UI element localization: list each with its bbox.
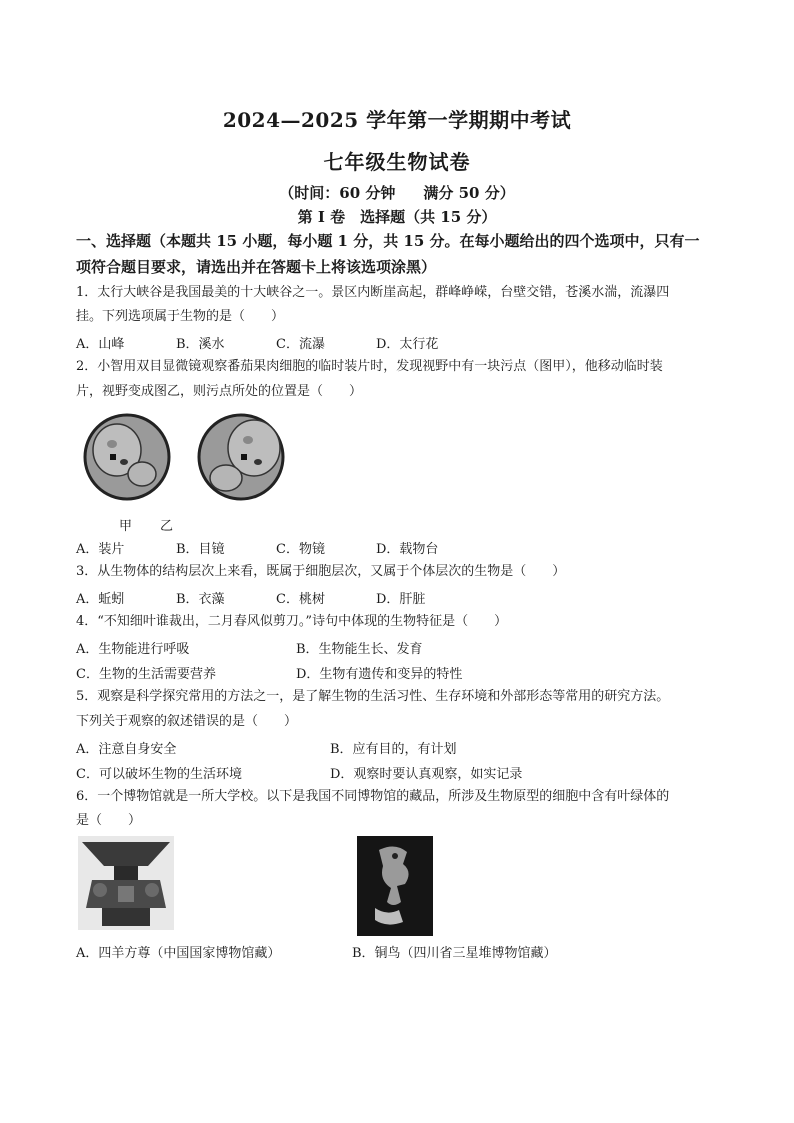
q3-stem: 3．从生物体的结构层次上来看，既属于细胞层次，又属于个体层次的生物是（ ） <box>76 564 566 579</box>
instructions-line-1: 一、选择题（本题共 15 小题，每小题 1 分，共 15 分。在每小题给出的四个选项中，只有一 <box>76 232 700 250</box>
q6-option-b: B．铜鸟（四川省三星堆博物馆藏） <box>352 946 557 961</box>
q4-option-d: D．生物有遗传和变异的特性 <box>296 667 463 682</box>
microscope-field-yi-figure <box>196 412 286 502</box>
exam-time: （时间：60 分钟 <box>279 184 396 202</box>
q4-option-c: C．生物的生活需要营养 <box>76 667 216 682</box>
four-ram-zun-image <box>78 836 174 930</box>
q5-option-d: D．观察时要认真观察，如实记录 <box>330 767 523 782</box>
q1-stem-line-1: 1．太行大峡谷是我国最美的十大峡谷之一。景区内断崖高起，群峰峥嵘，台壁交错，苍溪水湍，流瀑四 <box>76 285 670 300</box>
q1-stem-line-2: 挂。下列选项属于生物的是（ ） <box>76 309 285 324</box>
microscope-field-jia-figure <box>82 412 172 502</box>
q3-option-d: D．肝脏 <box>376 592 426 607</box>
q5-option-c: C．可以破坏生物的生活环境 <box>76 767 242 782</box>
q1-option-d: D．太行花 <box>376 337 439 352</box>
q5-stem-line-1: 5．观察是科学探究常用的方法之一，是了解生物的生活习性、生存环境和外部形态等常用的研究方法。 <box>76 689 670 704</box>
section-heading: 第 I 卷 选择题（共 15 分） <box>297 208 497 226</box>
q4-option-a: A．生物能进行呼吸 <box>76 642 190 657</box>
q1-option-b: B．溪水 <box>176 337 225 352</box>
q4-stem: 4．“不知细叶谁裁出，二月春风似剪刀。”诗句中体现的生物特征是（ ） <box>76 614 508 629</box>
q3-option-b: B．衣藻 <box>176 592 225 607</box>
figure-label-jia: 甲 <box>119 519 133 534</box>
q1-option-c: C．流瀑 <box>276 337 325 352</box>
q3-option-a: A．蚯蚓 <box>76 592 125 607</box>
q4-option-b: B．生物能生长、发育 <box>296 642 423 657</box>
q5-stem-line-2: 下列关于观察的叙述错误的是（ ） <box>76 714 298 729</box>
q6-option-a: A．四羊方尊（中国国家博物馆藏） <box>76 946 281 961</box>
q3-option-c: C．桃树 <box>276 592 325 607</box>
q2-stem-line-2: 片，视野变成图乙，则污点所处的位置是（ ） <box>76 384 363 399</box>
q1-option-a: A．山峰 <box>76 337 125 352</box>
q5-option-b: B．应有目的，有计划 <box>330 742 457 757</box>
q2-option-d: D．载物台 <box>376 542 439 557</box>
q2-option-c: C．物镜 <box>276 542 325 557</box>
q6-stem-line-2: 是（ ） <box>76 813 142 828</box>
exam-subject: 七年级生物试卷 <box>323 150 471 174</box>
q5-option-a: A．注意自身安全 <box>76 742 177 757</box>
exam-full-score: 满分 50 分） <box>423 184 515 202</box>
q2-stem-line-1: 2．小智用双目显微镜观察番茄果肉细胞的临时装片时，发现视野中有一块污点（图甲），他移动临时装 <box>76 359 663 374</box>
bronze-bird-image <box>357 836 433 936</box>
exam-duration-score <box>0 182 794 203</box>
q2-option-a: A．装片 <box>76 542 125 557</box>
instructions-line-2: 项符合题目要求，请选出并在答题卡上将该选项涂黑） <box>76 258 437 276</box>
q2-option-b: B．目镜 <box>176 542 225 557</box>
figure-label-yi: 乙 <box>160 519 174 534</box>
exam-title: 2024—2025 学年第一学期期中考试 <box>222 108 572 132</box>
q6-stem-line-1: 6．一个博物馆就是一所大学校。以下是我国不同博物馆的藏品，所涉及生物原型的细胞中含有叶绿体的 <box>76 789 670 804</box>
